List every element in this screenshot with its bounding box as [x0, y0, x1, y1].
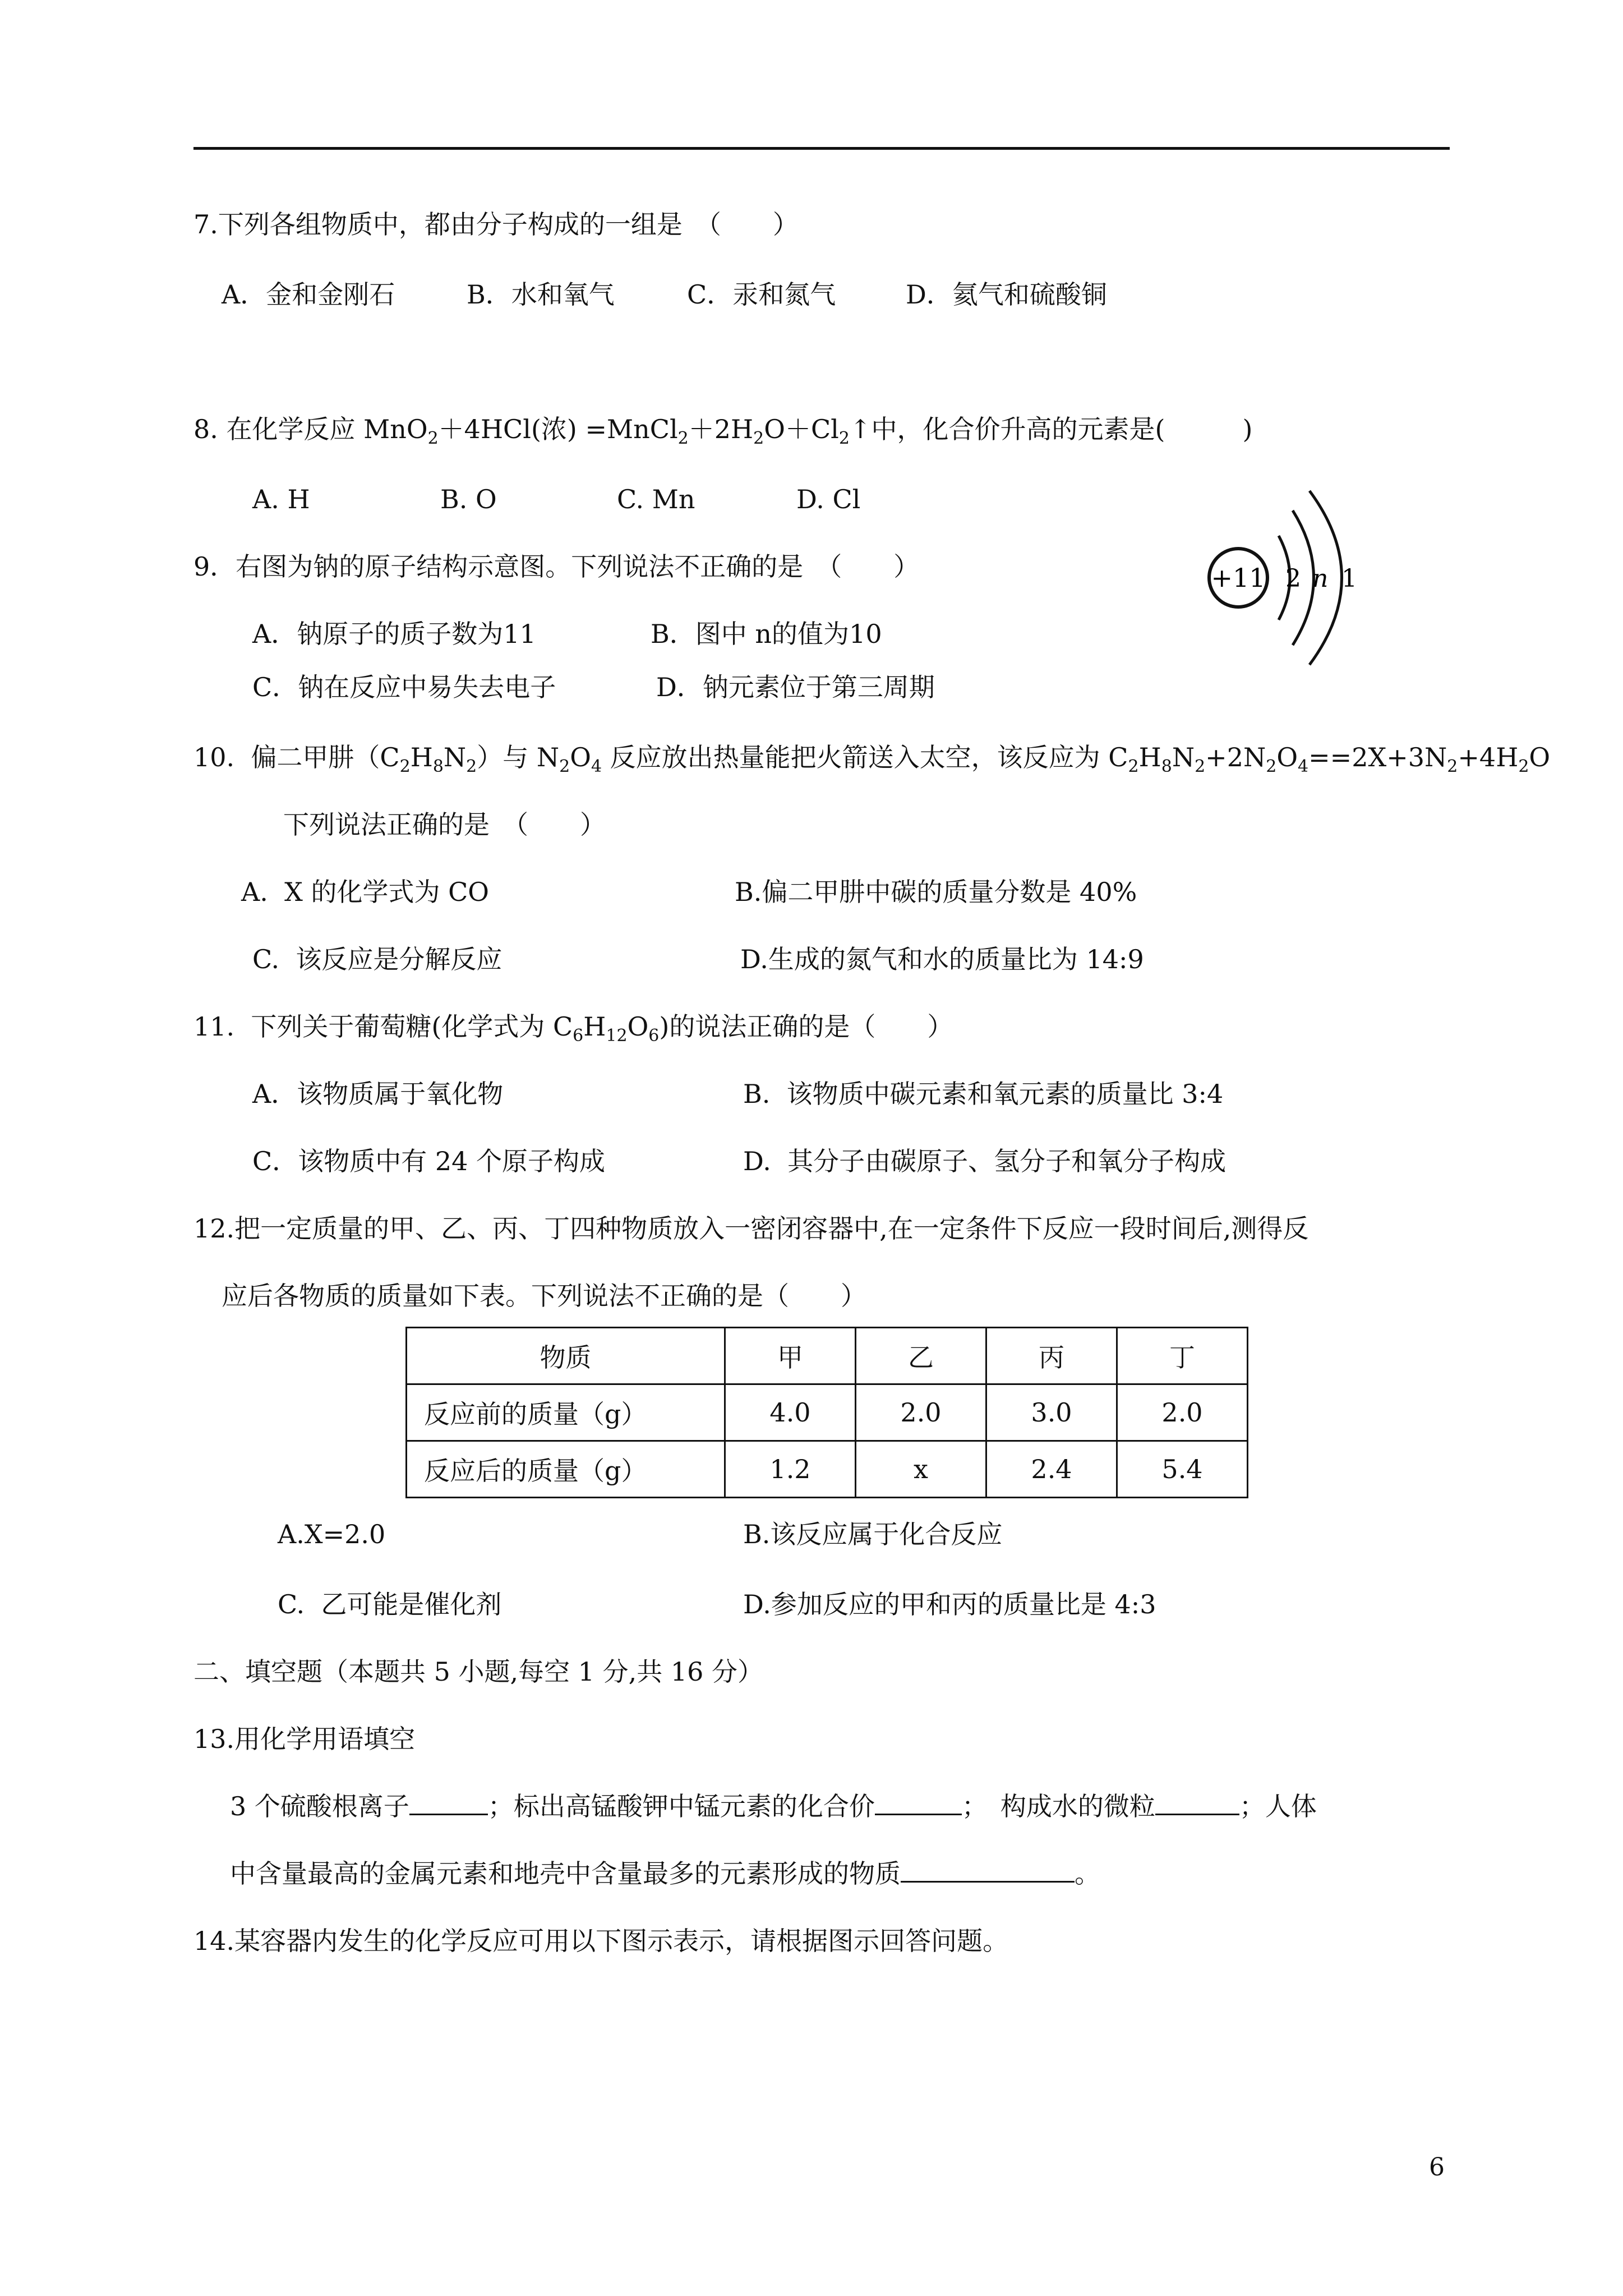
answer-blank[interactable] [901, 1858, 1075, 1883]
q9-option-a: A．钠原子的质子数为11 [252, 619, 536, 649]
q7-option-b: B．水和氧气 [467, 279, 615, 310]
sodium-atom-diagram [1195, 482, 1363, 668]
q10-option-a: A. X 的化学式为 CO [241, 877, 489, 907]
q10-stem-line1: 10. 偏二甲肼$(C_2H_8N_2)$与 $N_2O_4$ 反应放出热量能把火箭送入太空，该反应为 $C_2H_8N_2+2N_2O_4==2X+3N_2+4H_2O$ [193, 742, 1551, 776]
shell-3-count: 1 [1341, 564, 1357, 593]
answer-blank[interactable] [409, 1791, 488, 1815]
table-header-cell: 乙 [856, 1328, 986, 1384]
table-header-cell: 甲 [725, 1328, 856, 1384]
q9-option-b: B．图中 n的值为10 [651, 619, 882, 649]
q10-stem-line2: 下列说法正确的是 （ ） [283, 809, 606, 840]
q9-stem: 9．右图为钠的原子结构示意图。下列说法不正确的是 （ ） [193, 551, 920, 582]
q7-stem: 7.下列各组物质中，都由分子构成的一组是 （ ） [193, 209, 799, 240]
table-header-cell: 物质 [407, 1328, 725, 1384]
q13-line1: 3 个硫酸根离子 ；标出高锰酸钾中锰元素的化合价 ； 构成水的微粒 ；人体 [230, 1791, 1317, 1821]
table-cell: 4.0 [725, 1384, 856, 1441]
q11-option-d: D. 其分子由碳原子、氢分子和氧分子构成 [743, 1146, 1227, 1176]
q11-stem: 11. 下列关于葡萄糖(化学式为 $C_6H_{12}O_6$)的说法正确的是（ ） [193, 1011, 953, 1046]
table-cell: 2.0 [856, 1384, 986, 1441]
q12-stem-line1: 12.把一定质量的甲、乙、丙、丁四种物质放入一密闭容器中,在一定条件下反应一段时间后,测得反 [193, 1213, 1309, 1244]
q10-option-c: C. 该反应是分解反应 [252, 944, 502, 974]
q11-option-a: A．该物质属于氧化物 [252, 1079, 504, 1109]
q7-option-d: D．氦气和硫酸铜 [906, 279, 1107, 310]
q11-option-b: B. 该物质中碳元素和氧元素的质量比 3:4 [743, 1079, 1224, 1109]
page-number: 6 [1429, 2153, 1445, 2182]
q9-option-c: C．钠在反应中易失去电子 [252, 672, 556, 702]
shell-1-count: 2 [1285, 564, 1301, 593]
q10-option-b: B.偏二甲肼中碳的质量分数是 40% [735, 877, 1137, 907]
q12-option-a: A.X=2.0 [278, 1519, 386, 1549]
table-cell: 反应后的质量（g） [407, 1441, 725, 1498]
q11-option-c: C．该物质中有 24 个原子构成 [252, 1146, 605, 1176]
q12-option-d: D.参加反应的甲和丙的质量比是 4:3 [743, 1589, 1156, 1619]
q8-stem: 8. 在化学反应 MnO$_2$＋4HCl(浓) $=MnCl_2+2H_2O+Cl_2↑$中，化合价升高的元素是( ) [193, 414, 1253, 448]
shell-2-count: n [1312, 564, 1329, 593]
table-header-cell: 丙 [986, 1328, 1117, 1384]
table-row [407, 1384, 1248, 1441]
answer-blank[interactable] [1155, 1791, 1239, 1815]
q13-line2: 中含量最高的金属元素和地壳中含量最多的元素形成的物质 。 [230, 1858, 1100, 1889]
q12-stem-line2: 应后各物质的质量如下表。下列说法不正确的是（ ） [222, 1281, 866, 1311]
table-cell: 5.4 [1117, 1441, 1248, 1498]
q12-option-c: C. 乙可能是催化剂 [278, 1589, 502, 1619]
table-header-cell: 丁 [1117, 1328, 1248, 1384]
nucleus-label: +11 [1211, 563, 1266, 593]
table-cell: 2.4 [986, 1441, 1117, 1498]
q8-option-c: C. Mn [617, 484, 695, 514]
table-row [407, 1441, 1248, 1498]
q12-option-b: B.该反应属于化合反应 [743, 1519, 1003, 1549]
q7-option-c: C．汞和氮气 [687, 279, 836, 310]
q8-option-b: B. O [440, 484, 497, 514]
table-cell: 1.2 [725, 1441, 856, 1498]
mass-table [405, 1327, 1248, 1498]
answer-blank[interactable] [875, 1791, 962, 1815]
table-cell: x [856, 1441, 986, 1498]
q14-stem: 14.某容器内发生的化学反应可用以下图示表示，请根据图示回答问题。 [193, 1926, 1009, 1956]
header-rule [193, 147, 1450, 150]
q13-title: 13.用化学用语填空 [193, 1724, 416, 1754]
table-header-row [407, 1328, 1248, 1384]
q10-option-d: D.生成的氮气和水的质量比为 14:9 [740, 944, 1144, 974]
table-cell: 2.0 [1117, 1384, 1248, 1441]
q8-option-a: A. H [252, 484, 310, 514]
q8-option-d: D. Cl [796, 484, 861, 514]
q7-option-a: A．金和金刚石 [222, 279, 395, 310]
section-heading: 二、填空题（本题共 5 小题,每空 1 分,共 16 分） [193, 1657, 764, 1687]
table-cell: 反应前的质量（g） [407, 1384, 725, 1441]
table-cell: 3.0 [986, 1384, 1117, 1441]
q9-option-d: D．钠元素位于第三周期 [656, 672, 935, 702]
